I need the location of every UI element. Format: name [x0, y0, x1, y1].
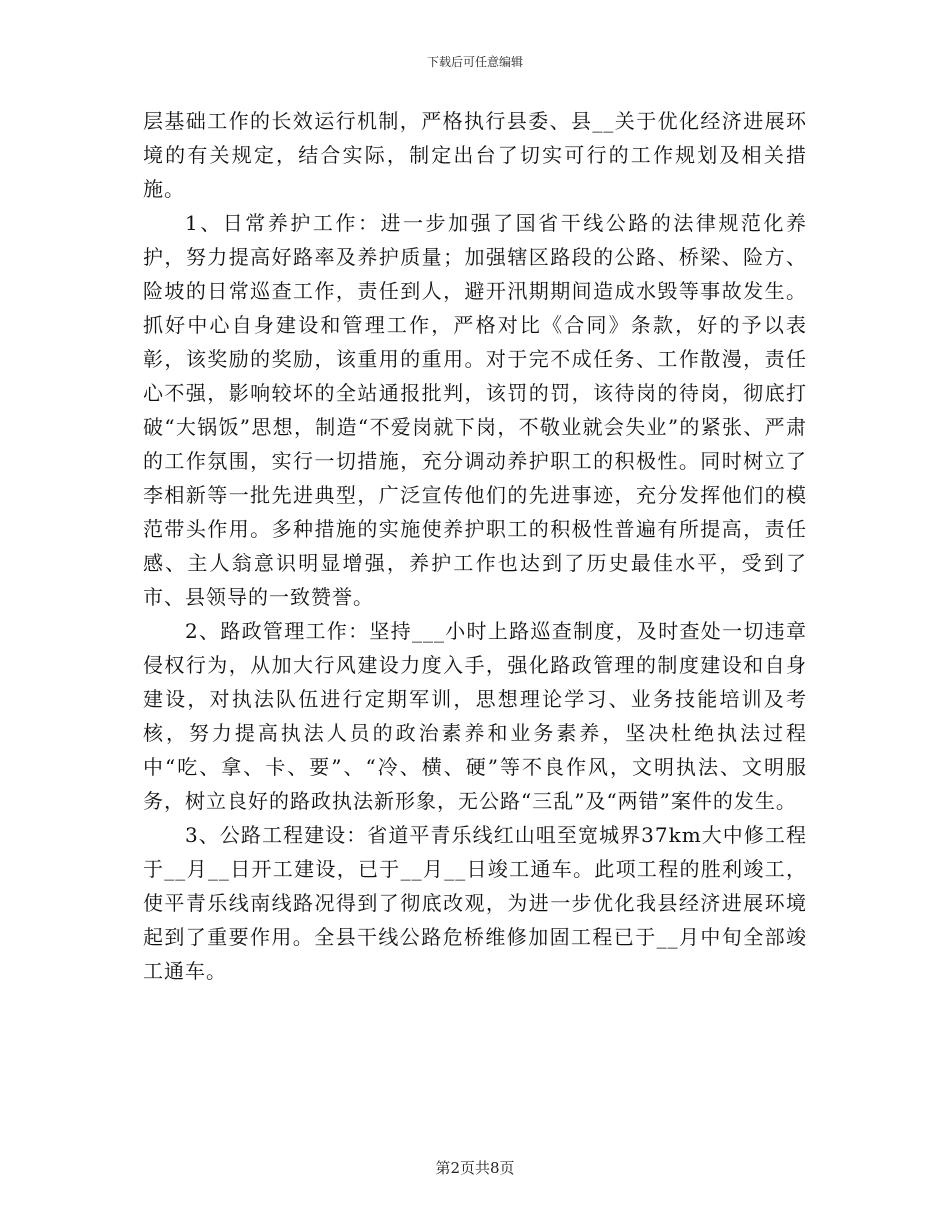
paragraph-daily-maintenance: 1、日常养护工作：进一步加强了国省干线公路的法律规范化养护，努力提高好路率及养护质量；加强辖区路段的公路、桥梁、险方、险坡的日常巡查工作，责任到人，避开汛期期间造成水毁等事故发生。抓好中心自身建设和管理工作，严格对比《合同》条款，好的予以表彰，该奖励的奖励，该重用的重用。对于完不成任务、工作散漫，责任心不强，影响较坏的全站通报批判，该罚的罚，该待岗的待岗，彻底打破“大锅饭”思想，制造“不爱岗就下岗，不敬业就会失业”的紧张、严肃的工作氛围，实行一切措施，充分调动养护职工的积极性。同时树立了李相新等一批先进典型，广泛宣传他们的先进事迹，充分发挥他们的模范带头作用。多种措施的实施使养护职工的积极性普遍有所提高，责任感、主人翁意识明显增强，养护工作也达到了历史最佳水平，受到了市、县领导的一致赞誉。 — [143, 211, 807, 609]
paragraph-continuation: 层基础工作的长效运行机制，严格执行县委、县__关于优化经济进展环境的有关规定，结合实际，制定出台了切实可行的工作规划及相关措施。 — [143, 109, 807, 201]
paragraph-road-construction: 3、公路工程建设：省道平青乐线红山咀至宽城界37km大中修工程于__月__日开工建设，已于__月__日竣工通车。此项工程的胜利竣工，使平青乐线南线路况得到了彻底改观，为进一步优化我县经济进展环境起到了重要作用。全县干线公路危桥维修加固工程已于__月中旬全部竣工通车。 — [143, 823, 807, 983]
paragraph-road-administration: 2、路政管理工作：坚持___小时上路巡查制度，及时查处一切违章侵权行为，从加大行风建设力度入手，强化路政管理的制度建设和自身建设，对执法队伍进行定期军训，思想理论学习、业务技能培训及考核，努力提高执法人员的政治素养和业务素养，坚决杜绝执法过程中“吃、拿、卡、要”、“冷、横、硬”等不良作风，文明执法、文明服务，树立良好的路政执法新形象，无公路“三乱”及“两错”案件的发生。 — [143, 619, 807, 813]
page-header: 下载后可任意编辑 — [426, 55, 523, 69]
document-body — [143, 104, 807, 988]
page-footer: 第2页共8页 — [435, 1159, 515, 1177]
